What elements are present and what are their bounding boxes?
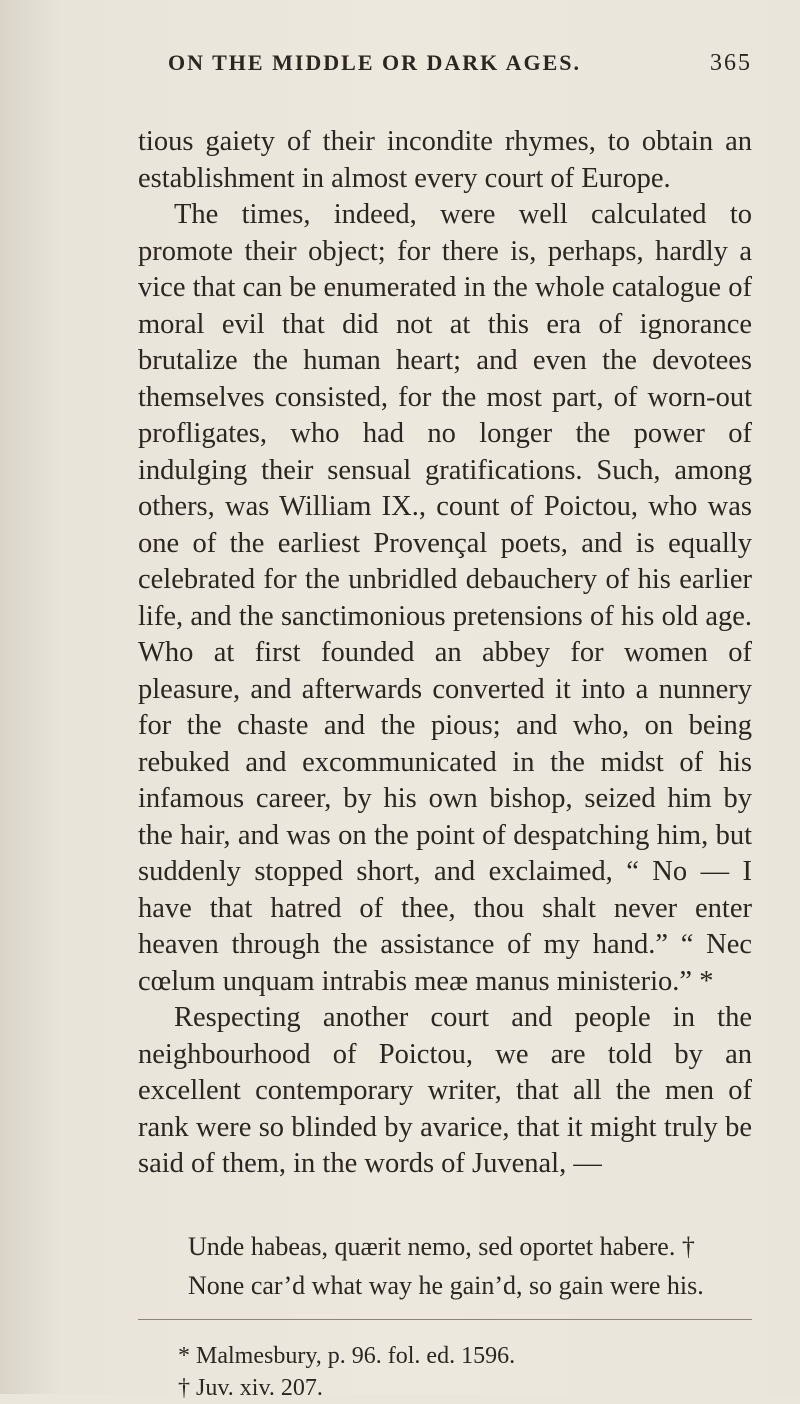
footnote: † Juv. xiv. 207. (178, 1374, 323, 1401)
paragraph: Respecting another court and people in the neighbourhood of Poictou, we are told by an excellent contemporary writer, that all the men of rank were so blinded by avarice, that it might truly be said of them, in the words of Juvenal, — (138, 1002, 752, 1179)
paragraph: The times, indeed, were well calculated to promote their object; for there is, perhaps, hardly a vice that can be enumerated in the whole catalogue of moral evil that did not at this era of ignorance brutalize the human heart; and even the devotees themselves consisted, for the most part, of worn-out profligates, who had no longer the power of indulging their sensual gratifications. Such, among others, was William IX., count of Poictou, who was one of the earliest Provençal poets, and is equally celebrated for the unbridled debauchery of his earlier life, and the sanctimonious pretensions of his old age. Who at first founded an abbey for women of pleasure, and afterwards converted it into a nunnery for the chaste and the pious; and who, on being rebuked and excommunicated in the midst of his infamous career, by his own bishop, seized him by the hair, and was on the point of despatching him, but suddenly stopped short, and exclaimed, “ No — I have that hatred of thee, thou shalt never enter heaven through the assistance of my hand.” “ Nec cœlum unquam intrabis meæ manus ministerio.” * (138, 199, 752, 997)
body-text (138, 124, 752, 1183)
verse-line-latin: Unde habeas, quærit nemo, sed oportet habere. † (188, 1231, 695, 1261)
verse-quotation (188, 1227, 752, 1305)
paragraph-continued: tious gaiety of their incondite rhymes, to obtain an establishment in almost every court of Europe. (138, 126, 752, 194)
footnote: * Malmesbury, p. 96. fol. ed. 1596. (178, 1342, 516, 1369)
verse-line-english: None car’d what way he gain’d, so gain were his. (188, 1270, 704, 1300)
running-title: ON THE MIDDLE OR DARK AGES. (168, 50, 581, 75)
page-number: 365 (710, 50, 752, 76)
footnote-rule (138, 1319, 752, 1320)
running-head (138, 44, 752, 90)
